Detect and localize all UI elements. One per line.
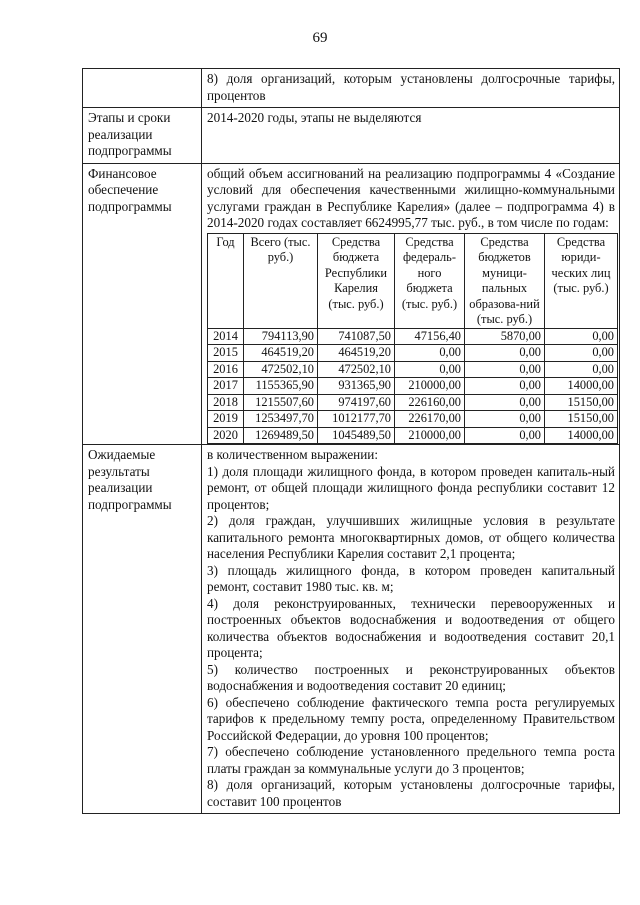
results-row — [83, 445, 620, 814]
result-item: 5) количество построенных и реконструированных объектов водоснабжения и водоотведения составит 20 единиц; — [207, 661, 615, 693]
regional-cell: 1045489,50 — [318, 427, 395, 444]
continuation-label-cell — [83, 69, 202, 108]
year-cell: 2020 — [208, 427, 244, 444]
federal-cell: 226160,00 — [395, 394, 465, 411]
table-row — [208, 345, 618, 362]
legal-entities-cell: 0,00 — [545, 361, 618, 378]
total-cell: 1215507,60 — [244, 394, 318, 411]
municipal-cell: 0,00 — [465, 411, 545, 428]
col-header-year: Год — [208, 233, 244, 328]
legal-entities-cell: 0,00 — [545, 328, 618, 345]
stages-row — [83, 108, 620, 164]
municipal-cell: 0,00 — [465, 378, 545, 395]
table-row — [208, 378, 618, 395]
continuation-row — [83, 69, 620, 108]
total-cell: 472502,10 — [244, 361, 318, 378]
col-header-federal: Средства федераль-ного бюджета (тыс. руб.) — [395, 233, 465, 328]
total-cell: 1253497,70 — [244, 411, 318, 428]
municipal-cell: 5870,00 — [465, 328, 545, 345]
table-row — [208, 394, 618, 411]
legal-entities-cell: 15150,00 — [545, 394, 618, 411]
col-header-legal-entities: Средства юриди-ческих лиц (тыс. руб.) — [545, 233, 618, 328]
regional-cell: 931365,90 — [318, 378, 395, 395]
financing-row — [83, 163, 620, 445]
municipal-cell: 0,00 — [465, 361, 545, 378]
table-row — [208, 361, 618, 378]
year-cell: 2014 — [208, 328, 244, 345]
total-cell: 1269489,50 — [244, 427, 318, 444]
stages-text: 2014-2020 годы, этапы не выделяются — [202, 108, 620, 164]
year-cell: 2018 — [208, 394, 244, 411]
year-cell: 2017 — [208, 378, 244, 395]
stages-label: Этапы и сроки реализации подпрограммы — [83, 108, 202, 164]
financing-by-year-table — [207, 233, 618, 445]
result-item: 4) доля реконструированных, технически перевооруженных и построенных объектов водоснабжения и водоотведения от общего количества объектов водоснабжения и водоотведения составит 20,1 процента; — [207, 595, 615, 660]
col-header-regional: Средства бюджета Республики Карелия (тыс. руб.) — [318, 233, 395, 328]
financing-header-row — [208, 233, 618, 328]
result-item: 8) доля организаций, которым установлены долгосрочные тарифы, составит 100 процентов — [207, 777, 615, 809]
table-row — [208, 328, 618, 345]
regional-cell: 974197,60 — [318, 394, 395, 411]
municipal-cell: 0,00 — [465, 427, 545, 444]
results-label: Ожидаемые результаты реализации подпрограммы — [83, 445, 202, 814]
total-cell: 1155365,90 — [244, 378, 318, 395]
passport-table — [82, 68, 620, 814]
result-item: в количественном выражении: — [207, 447, 379, 462]
col-header-municipal: Средства бюджетов муници-пальных образова-ний (тыс. руб.) — [465, 233, 545, 328]
result-item: 3) площадь жилищного фонда, в котором проведен капитальный ремонт, составит 1980 тыс. кв. м; — [207, 562, 615, 594]
federal-cell: 226170,00 — [395, 411, 465, 428]
total-cell: 794113,90 — [244, 328, 318, 345]
federal-cell: 0,00 — [395, 345, 465, 362]
municipal-cell: 0,00 — [465, 345, 545, 362]
page-number: 69 — [312, 30, 328, 46]
result-item: 7) обеспечено соблюдение установленного предельного темпа роста платы граждан за коммунальные услуги до 3 процентов; — [207, 744, 615, 776]
legal-entities-cell: 14000,00 — [545, 427, 618, 444]
year-cell: 2016 — [208, 361, 244, 378]
federal-cell: 47156,40 — [395, 328, 465, 345]
table-row — [208, 411, 618, 428]
result-item: 2) доля граждан, улучшивших жилищные условия в результате капитального ремонта многоквартирных домов, от общего количества населения Республики Карелия составит 2,1 процента; — [207, 513, 615, 561]
results-cell — [202, 445, 620, 814]
result-item: 1) доля площади жилищного фонда, в котором проведен капиталь-ный ремонт, от общей площади жилищного фонда республики составит 12 процентов; — [207, 463, 615, 512]
financing-intro: общий объем ассигнований на реализацию подпрограммы 4 «Создание условий для обеспечения качественными жилищно-коммунальными услугами граждан в Республике Карелия» (далее – подпрограмма 4) в 2014-2020 годах составляет 6624995,77 тыс. руб., в том числе по годам: — [207, 165, 615, 230]
col-header-total: Всего (тыс. руб.) — [244, 233, 318, 328]
financing-label: Финансовое обеспечение подпрограммы — [83, 163, 202, 445]
regional-cell: 464519,20 — [318, 345, 395, 362]
regional-cell: 472502,10 — [318, 361, 395, 378]
year-cell: 2019 — [208, 411, 244, 428]
municipal-cell: 0,00 — [465, 394, 545, 411]
legal-entities-cell: 15150,00 — [545, 411, 618, 428]
continuation-text: 8) доля организаций, которым установлены долгосрочные тарифы, процентов — [202, 69, 620, 108]
regional-cell: 1012177,70 — [318, 411, 395, 428]
year-cell: 2015 — [208, 345, 244, 362]
result-item: 6) обеспечено соблюдение фактического темпа роста регулируемых тарифов к предельному темпу роста, определенному Правительством Российской Федерации, до уровня 100 процентов; — [207, 694, 615, 743]
federal-cell: 210000,00 — [395, 378, 465, 395]
table-row — [208, 427, 618, 444]
legal-entities-cell: 14000,00 — [545, 378, 618, 395]
regional-cell: 741087,50 — [318, 328, 395, 345]
total-cell: 464519,20 — [244, 345, 318, 362]
legal-entities-cell: 0,00 — [545, 345, 618, 362]
federal-cell: 0,00 — [395, 361, 465, 378]
federal-cell: 210000,00 — [395, 427, 465, 444]
financing-cell — [202, 163, 620, 445]
